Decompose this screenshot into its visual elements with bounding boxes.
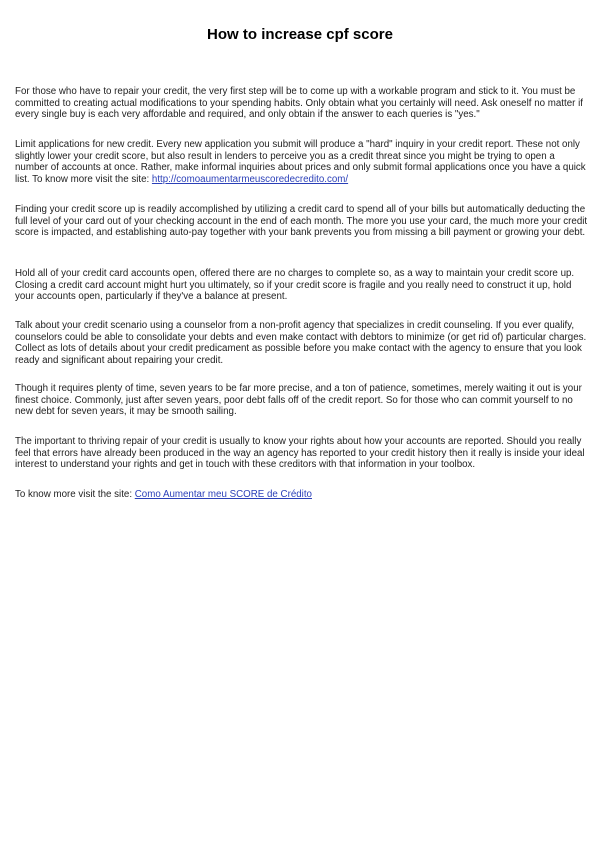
como-aumentar-score-link[interactable]: Como Aumentar meu SCORE de Crédito — [134, 489, 312, 500]
paragraph-credit-counselor: Talk about your credit scenario using a counselor from a non-profit agency that specializes in credit counseling. If you ever qualify, counselors could be able to consolidate your debts and even make contact with debtors to minimize (or get rid of) particular charges. Collect as lots of details about your credit predicament as possible before you make contact with the agency to ensure that you look ready and significant about repairing your credit. — [15, 320, 587, 366]
paragraph-know-your-rights: The important to thriving repair of your credit is usually to know your rights about how your accounts are reported. Should you really feel that errors have already been produced in the way an agency has reported to your credit history then it really is inside your ideal interest to understand your rights and get in touch with these creditors with that information in your toolbox. — [15, 436, 585, 471]
paragraph-credit-card-autopay: Finding your credit score up is readily accomplished by utilizing a credit card to spend all of your bills but automatically deducting the full level of your card out of your checking account in the end of each month. The more you use your card, the much more your credit score is impacted, and establishing auto-pay together with your bank prevents you from missing a bill payment or growing your debt. — [15, 204, 588, 239]
site-url-link[interactable]: http://comoaumentarmeuscoredecredito.com/ — [151, 173, 349, 185]
paragraph-text: Limit applications for new credit. Every new application you submit will produce a "hard" inquiry in your credit report. These not only slightly lower your credit score, but also result in lenders to perceive you as a credit threat since you might be trying to open a number of accounts at once. Rather, make informal inquiries about prices and only submit formal applications once you have a quick list. To know more visit the site: — [15, 139, 586, 185]
document-title: How to increase cpf score — [207, 26, 393, 43]
paragraph-seven-years: Though it requires plenty of time, seven years to be far more precise, and a ton of patience, sometimes, merely waiting it out is your finest choice. Commonly, just after seven years, poor debt falls off of the credit report. So for those who can commit yourself to no new debt for seven years, it may be smooth sailing. — [15, 383, 582, 418]
paragraph-limit-applications — [15, 139, 588, 185]
paragraph-keep-accounts-open: Hold all of your credit card accounts open, offered there are no charges to complete so, as a way to maintain your credit score up. Closing a credit card account might hurt you ultimately, so if your credit score is fragile and you really need to construct it up, hold your accounts open, particularly if they've a balance at present. — [15, 268, 575, 303]
paragraph-repair-program: For those who have to repair your credit, the very first step will be to come up with a workable program and stick to it. You must be committed to creating actual modifications to your spending habits. Only obtain what you certainly will need. Ask oneself no matter if every single buy is each very affordable and required, and only obtain if the answer to each queries is "yes." — [15, 86, 583, 121]
paragraph-text: To know more visit the site: — [15, 489, 135, 500]
paragraph-visit-site — [15, 489, 588, 501]
